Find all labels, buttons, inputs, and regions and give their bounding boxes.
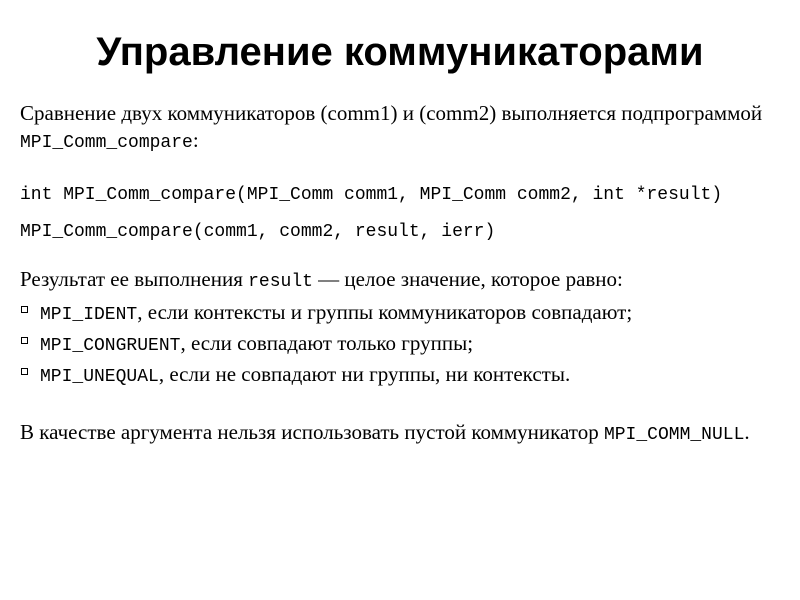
result-text: Результат ее выполнения [20,267,249,291]
result-variable: result [248,272,313,292]
bullet-square-icon [21,368,28,375]
closing-period: . [744,420,750,444]
constant-description: , если контексты и группы коммуникаторов совпадают; [137,300,633,324]
intro-function-name: MPI_Comm_compare [20,133,193,153]
result-text-tail: — целое значение, которое равно: [312,267,623,291]
constant-description: , если совпадают только группы; [180,331,474,355]
slide-title: Управление коммуникаторами [96,30,704,74]
fortran-call-code: MPI_Comm_compare(comm1, comm2, result, ierr) [20,222,496,242]
list-item [20,360,790,391]
constant-name: MPI_IDENT [40,305,138,325]
constant-name: MPI_UNEQUAL [40,367,159,387]
intro-paragraph [20,100,790,157]
intro-text: Сравнение двух коммуникаторов (comm1) и (comm2) выполняется подпрограммой [20,101,763,125]
constant-name: MPI_CONGRUENT [40,336,181,356]
result-paragraph [20,266,790,296]
closing-text: В качестве аргумента нельзя использовать пустой коммуникатор [20,420,604,444]
bullet-square-icon [21,306,28,313]
constant-description: , если не совпадают ни группы, ни контексты. [158,362,571,386]
bullet-square-icon [21,337,28,344]
list-item [20,298,790,329]
null-communicator-name: MPI_COMM_NULL [603,425,745,445]
result-values-list [20,298,790,391]
c-signature-code: int MPI_Comm_compare(MPI_Comm comm1, MPI_Comm comm2, int *result) [20,185,723,205]
closing-paragraph [20,419,790,449]
list-item [20,329,790,360]
slide-body [20,100,790,449]
intro-colon: : [192,128,199,152]
